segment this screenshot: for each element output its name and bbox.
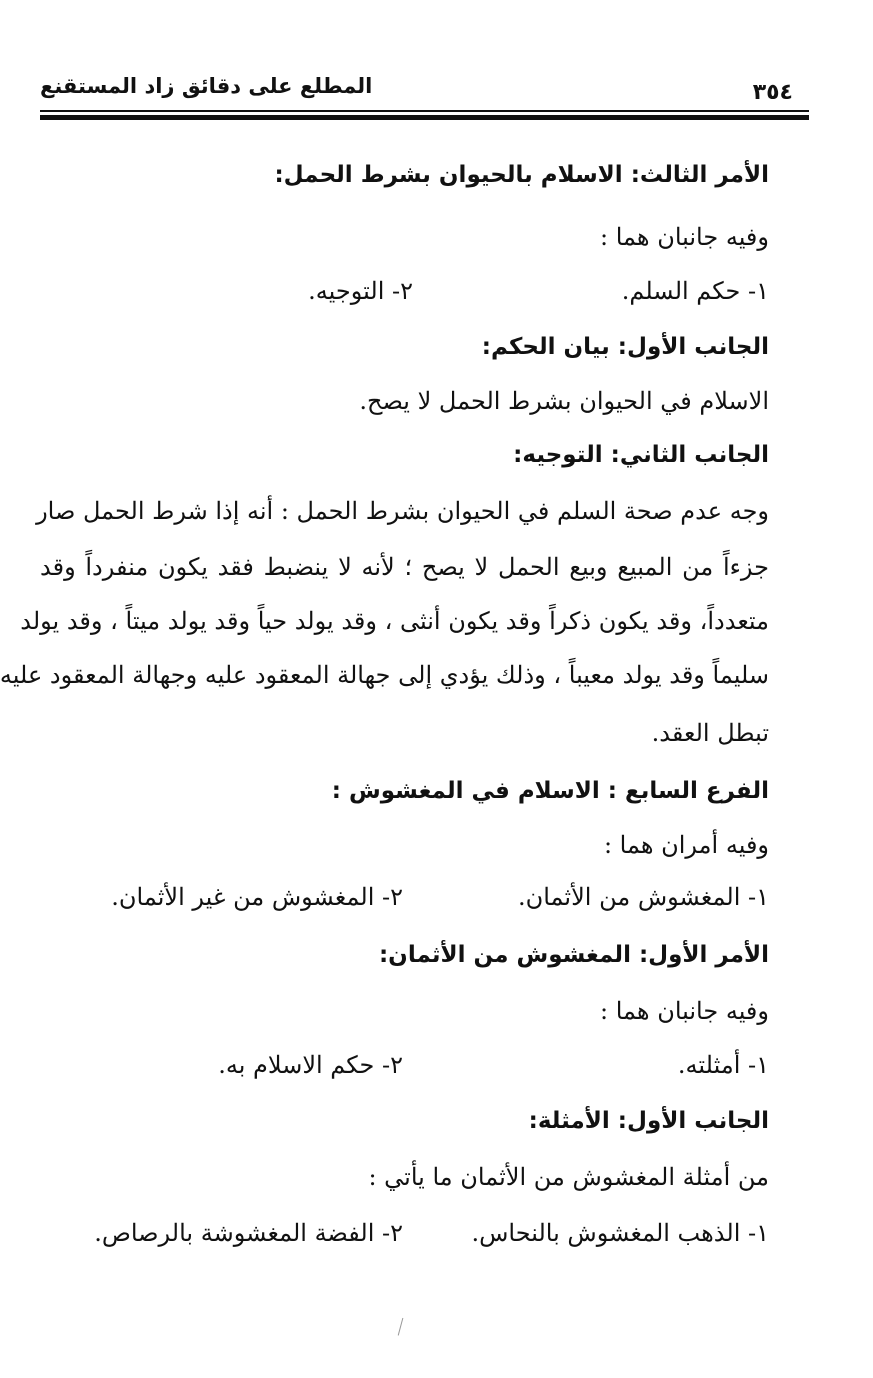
header-rule-thin	[40, 110, 809, 112]
justification-line-4: سليماً وقد يولد معيباً ، وذلك يؤدي إلى جهالة المعقود عليه وجهالة المعقود عليه	[0, 661, 769, 689]
page-number: ٣٥٤	[752, 80, 793, 105]
third-matter-intro: وفيه جانبان هما :	[600, 223, 769, 251]
justification-line-2: جزءاً من المبيع وبيع الحمل لا يصح ؛ لأنه لا ينضبط فقد يكون منفرداً وقد	[40, 553, 769, 581]
scan-mark	[398, 1318, 406, 1336]
header-rule-thick	[40, 115, 809, 120]
heading-side-one-examples: الجانب الأول: الأمثلة:	[528, 1108, 769, 1134]
third-matter-item-1: ١- حكم السلم.	[621, 277, 769, 305]
examples-item-2: ٢- الفضة المغشوشة بالرصاص.	[94, 1219, 403, 1247]
heading-branch-seven: الفرع السابع : الاسلام في المغشوش :	[331, 778, 769, 804]
first-matter-item-2: ٢- حكم الاسلام به.	[218, 1051, 403, 1079]
first-matter-intro: وفيه جانبان هما :	[600, 997, 769, 1025]
examples-item-1: ١- الذهب المغشوش بالنحاس.	[471, 1219, 769, 1247]
heading-first-matter-prices: الأمر الأول: المغشوش من الأثمان:	[378, 942, 769, 968]
first-matter-item-1: ١- أمثلته.	[677, 1051, 769, 1079]
branch-seven-item-2: ٢- المغشوش من غير الأثمان.	[111, 883, 403, 911]
ruling-text: الاسلام في الحيوان بشرط الحمل لا يصح.	[359, 387, 769, 415]
branch-seven-intro: وفيه أمران هما :	[603, 831, 769, 859]
heading-side-one-ruling: الجانب الأول: بيان الحكم:	[481, 334, 769, 360]
justification-line-1: وجه عدم صحة السلم في الحيوان بشرط الحمل : أنه إذا شرط الحمل صار	[36, 497, 769, 525]
running-title: المطلع على دقائق زاد المستقنع	[40, 74, 373, 98]
justification-line-5: تبطل العقد.	[651, 719, 769, 747]
heading-side-two-justification: الجانب الثاني: التوجيه:	[513, 442, 769, 468]
justification-line-3: متعدداً، وقد يكون ذكراً وقد يكون أنثى ، وقد يولد حياً وقد يولد ميتاً ، وقد يولد	[20, 607, 769, 635]
heading-third-matter: الأمر الثالث: الاسلام بالحيوان بشرط الحمل:	[274, 162, 769, 188]
examples-intro: من أمثلة المغشوش من الأثمان ما يأتي :	[368, 1163, 769, 1191]
branch-seven-item-1: ١- المغشوش من الأثمان.	[517, 883, 769, 911]
third-matter-item-2: ٢- التوجيه.	[308, 277, 413, 305]
